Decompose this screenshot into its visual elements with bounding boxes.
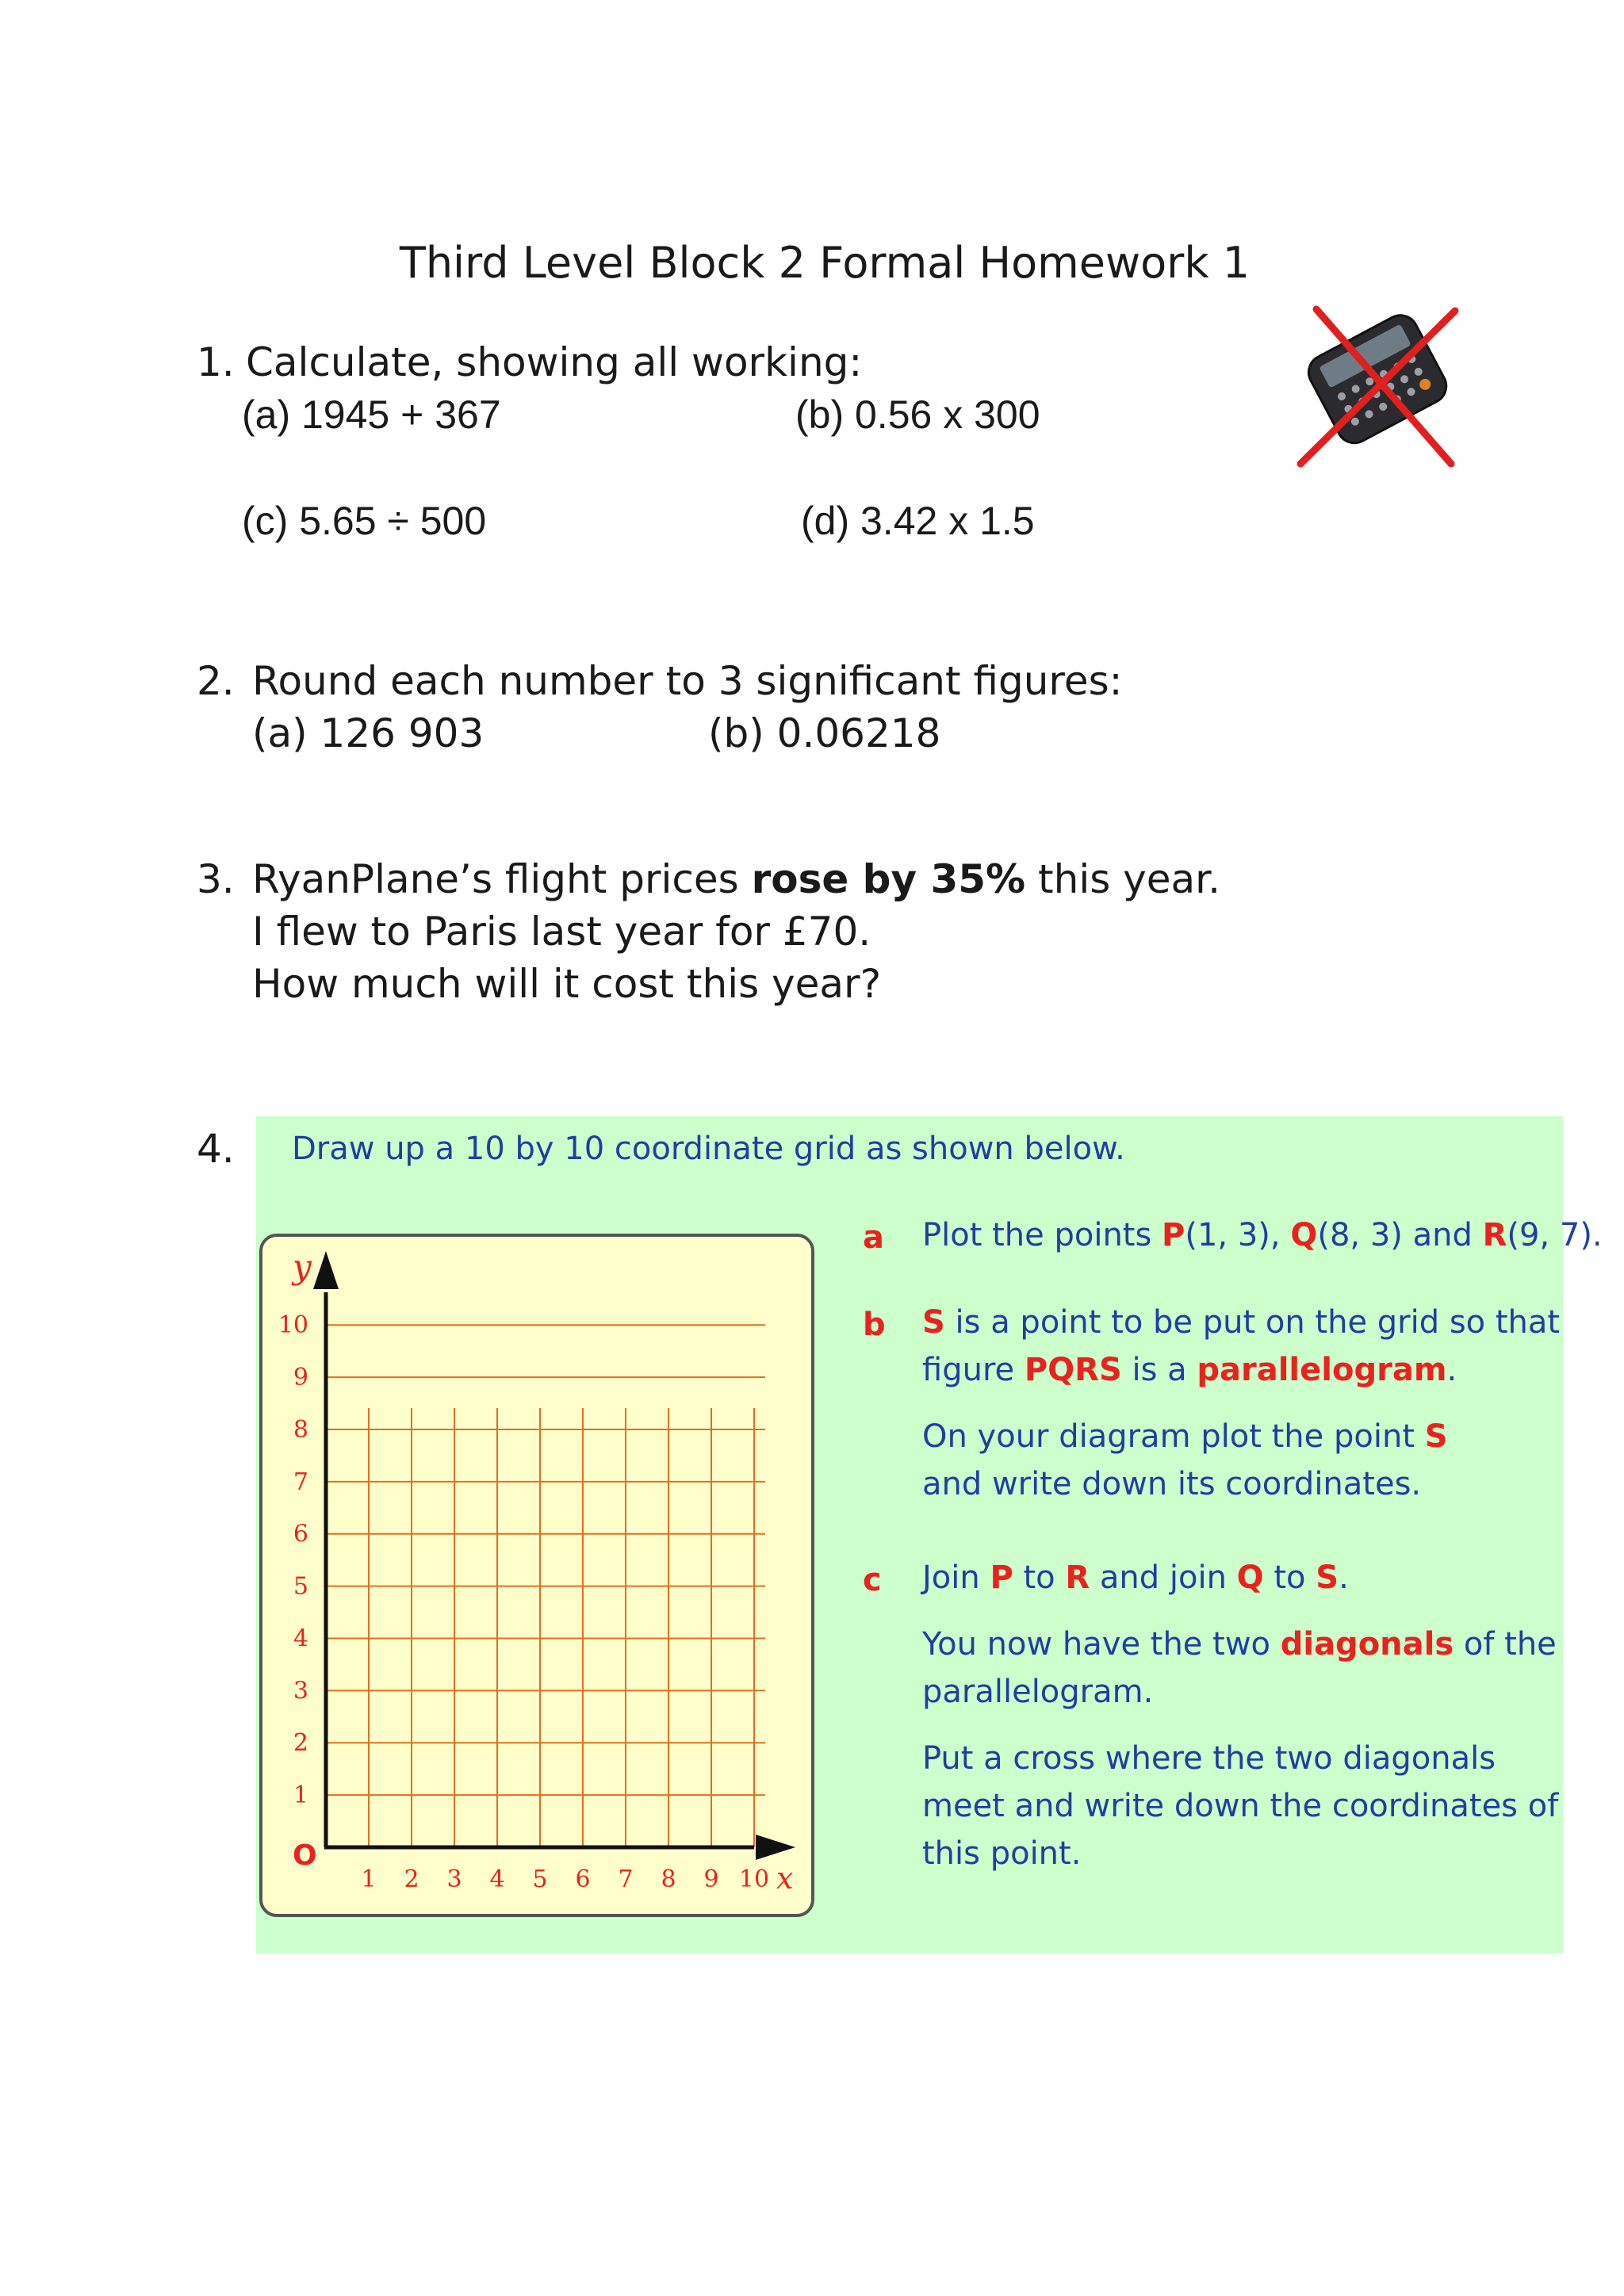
part-b-text: S is a point to be put on the grid so that figure PQRS is a parallelogram. On your diagram plot the point S and write down its coordinates. [922,1304,1561,1502]
y-tick-label: 7 [293,1468,308,1496]
y-axis-label: y [293,1247,312,1286]
part-a-text: Plot the points P(1, 3), Q(8, 3) and R(9, 7). [922,1217,1603,1253]
x-tick-label: 6 [575,1866,591,1893]
x-tick-label: 3 [446,1866,462,1893]
q1-part-a: (a) 1945 + 367 [242,392,501,437]
crossed-out-calculator-icon [1285,301,1467,468]
x-tick-label: 2 [404,1866,419,1893]
x-tick-label: 7 [618,1866,634,1893]
y-axis-arrow [313,1251,339,1289]
q1-number: 1. [197,339,235,385]
q2-prompt: Round each number to 3 significant figures: [252,658,1123,704]
q1-part-b: (b) 0.56 x 300 [795,392,1040,437]
page-title: Third Level Block 2 Formal Homework 1 [399,238,1251,288]
x-tick-label: 4 [489,1866,505,1893]
y-tick-label: 9 [293,1364,308,1392]
y-tick-label: 8 [293,1415,308,1444]
y-tick-label: 5 [293,1572,308,1601]
q3-number: 3. [197,856,235,902]
q2-number: 2. [197,658,235,704]
q2-part-b: (b) 0.06218 [708,710,941,756]
q4-panel [256,1116,1603,1954]
q3-line-2: I flew to Paris last year for £70. [252,909,871,955]
x-tick-label: 8 [661,1866,676,1893]
part-c-letter: c [863,1562,882,1598]
q4-number: 4. [197,1126,235,1172]
x-tick-label: 5 [532,1866,548,1893]
coordinate-grid [262,1237,811,1914]
y-tick-label: 4 [293,1624,308,1653]
q1-prompt: Calculate, showing all working: [246,339,863,385]
y-tick-label: 3 [293,1677,308,1705]
x-axis-arrow [756,1835,795,1860]
q3-line-1: RyanPlane’s flight prices rose by 35% this year. [252,856,1221,902]
q4-intro: Draw up a 10 by 10 coordinate grid as shown below. [292,1131,1125,1167]
part-c-text: Join P to R and join Q to S. You now have the two diagonals of the parallelogram. Put a cross where the two diagonals meet and write down the coordinates of this point. [922,1559,1559,1872]
y-tick-label: 1 [293,1781,308,1810]
x-tick-label: 10 [738,1866,770,1893]
q2-part-a: (a) 126 903 [252,710,485,756]
x-axis-label: x [776,1861,794,1896]
q3-line-3: How much will it cost this year? [252,961,882,1007]
y-tick-label: 10 [278,1311,308,1340]
part-b-letter: b [863,1307,886,1343]
part-a-letter: a [863,1219,884,1256]
q1-part-d: (d) 3.42 x 1.5 [801,499,1035,543]
q1-part-c: (c) 5.65 ÷ 500 [242,499,487,543]
coordinate-grid-box [259,1234,814,1917]
q3-emphasis: rose by 35% [751,856,1026,902]
origin-label: O [293,1839,317,1872]
y-tick-label: 2 [293,1729,308,1758]
x-tick-label: 1 [361,1866,377,1893]
x-tick-label: 9 [703,1866,719,1893]
y-tick-label: 6 [293,1520,308,1548]
